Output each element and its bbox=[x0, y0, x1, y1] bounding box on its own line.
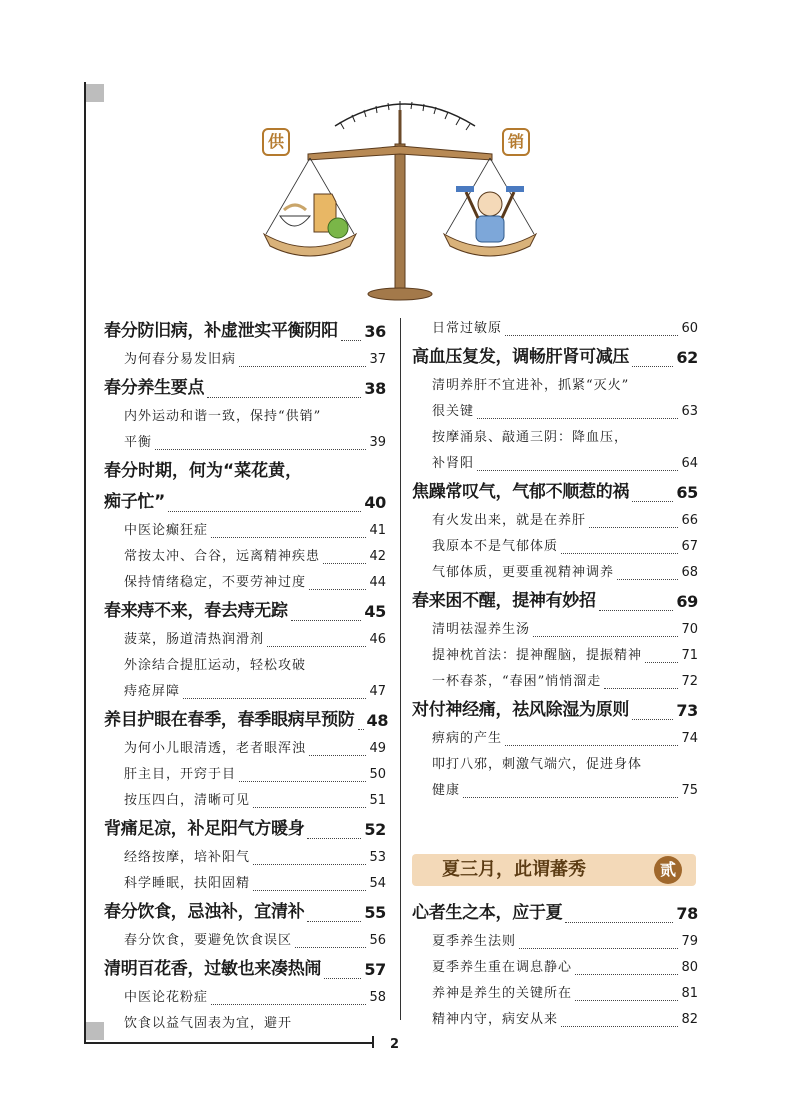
dot-leader bbox=[599, 610, 674, 611]
toc-subentry[interactable] bbox=[412, 534, 698, 560]
toc-subentry[interactable] bbox=[104, 518, 386, 544]
toc-chapter-entry[interactable] bbox=[412, 695, 698, 726]
toc-subentry[interactable] bbox=[412, 669, 698, 695]
toc-subentry[interactable] bbox=[412, 726, 698, 752]
page-number-tick bbox=[372, 1036, 374, 1048]
toc-page-number: 53 bbox=[369, 850, 386, 865]
toc-entry-title: 春分防旧病，补虚泄实平衡阴阳 bbox=[104, 321, 338, 341]
toc-page-number: 45 bbox=[364, 602, 386, 621]
dot-leader bbox=[309, 755, 366, 756]
toc-page-number: 38 bbox=[364, 379, 386, 398]
dot-leader bbox=[267, 646, 366, 647]
toc-entry-title: 外涂结合提肛运动，轻松攻破 bbox=[124, 658, 307, 673]
dot-leader bbox=[575, 974, 678, 975]
toc-entry-title: 清明祛湿养生汤 bbox=[432, 622, 531, 637]
toc-entry-title: 按摩涌泉、敲通三阴：降血压， bbox=[432, 430, 629, 445]
dot-leader bbox=[645, 662, 678, 663]
toc-page-number: 55 bbox=[364, 903, 386, 922]
toc-page-number: 51 bbox=[369, 793, 386, 808]
dot-leader bbox=[323, 563, 366, 564]
toc-page-number: 42 bbox=[369, 549, 386, 564]
toc-entry-title: 背痛足凉，补足阳气方暖身 bbox=[104, 819, 305, 839]
dot-leader bbox=[632, 501, 673, 502]
toc-entry-title: 春分养生要点 bbox=[104, 378, 205, 398]
dot-leader bbox=[324, 978, 361, 979]
toc-subentry[interactable] bbox=[412, 451, 698, 477]
page-frame-left-rule bbox=[84, 82, 86, 1044]
toc-page-number: 46 bbox=[369, 632, 386, 647]
toc-page-number: 62 bbox=[676, 348, 698, 367]
toc-entry-title: 养神是养生的关键所在 bbox=[432, 986, 573, 1001]
dot-leader bbox=[253, 807, 366, 808]
toc-subentry[interactable] bbox=[412, 1007, 698, 1033]
toc-right-column-section-2 bbox=[412, 898, 698, 1033]
toc-page-number: 47 bbox=[369, 684, 386, 699]
toc-page-number: 64 bbox=[681, 456, 698, 471]
toc-subentry[interactable] bbox=[412, 316, 698, 342]
toc-page-number: 66 bbox=[681, 513, 698, 528]
section-title: 夏三月，此谓蕃秀 bbox=[442, 859, 586, 880]
toc-entry-title: 高血压复发，调畅肝肾可减压 bbox=[412, 347, 630, 367]
dot-leader bbox=[477, 418, 678, 419]
toc-subentry-line[interactable] bbox=[104, 653, 386, 679]
toc-chapter-entry[interactable] bbox=[412, 586, 698, 617]
toc-chapter-entry[interactable] bbox=[104, 705, 389, 736]
toc-subentry[interactable] bbox=[412, 643, 698, 669]
toc-right-column bbox=[412, 316, 698, 804]
toc-page-number: 60 bbox=[681, 321, 698, 336]
toc-page-number: 78 bbox=[676, 904, 698, 923]
toc-entry-title: 中医论花粉症 bbox=[124, 990, 209, 1005]
balance-scale-icon bbox=[240, 84, 570, 304]
toc-page-number: 37 bbox=[369, 352, 386, 367]
toc-subentry[interactable] bbox=[104, 788, 386, 814]
toc-subentry[interactable] bbox=[412, 508, 698, 534]
toc-page-number: 41 bbox=[369, 523, 386, 538]
sales-label-badge: 销 bbox=[502, 128, 530, 156]
toc-entry-title: 清明养肝不宜进补，抓紧“灭火” bbox=[432, 378, 630, 393]
dot-leader bbox=[533, 636, 678, 637]
toc-entry-title: 补肾阳 bbox=[432, 456, 475, 471]
dot-leader bbox=[575, 1000, 678, 1001]
toc-subentry[interactable] bbox=[104, 845, 386, 871]
toc-chapter-entry[interactable] bbox=[104, 316, 386, 347]
toc-entry-title: 叩打八邪，刺激气端穴，促进身体 bbox=[432, 757, 643, 772]
toc-entry-title: 春来痔不来，春去痔无踪 bbox=[104, 601, 288, 621]
toc-entry-title: 健康 bbox=[432, 783, 461, 798]
toc-page-number: 81 bbox=[681, 986, 698, 1001]
toc-page-number: 72 bbox=[681, 674, 698, 689]
toc-page-number: 67 bbox=[681, 539, 698, 554]
toc-entry-title: 痹病的产生 bbox=[432, 731, 503, 746]
toc-entry-title: 痴子忙” bbox=[104, 492, 165, 512]
toc-entry-title: 有火发出来，就是在养肝 bbox=[432, 513, 587, 528]
toc-page-number: 57 bbox=[364, 960, 386, 979]
toc-subentry[interactable] bbox=[104, 985, 386, 1011]
toc-page-number: 52 bbox=[364, 820, 386, 839]
dot-leader bbox=[589, 527, 678, 528]
toc-subentry[interactable] bbox=[104, 627, 386, 653]
toc-subentry[interactable] bbox=[412, 981, 698, 1007]
dot-leader bbox=[505, 335, 678, 336]
toc-page-number: 80 bbox=[681, 960, 698, 975]
page-number: 2 bbox=[390, 1037, 400, 1052]
toc-subentry[interactable] bbox=[412, 399, 698, 425]
dot-leader bbox=[239, 781, 366, 782]
toc-subentry[interactable] bbox=[104, 570, 386, 596]
toc-entry-title: 精神内守，病安从来 bbox=[432, 1012, 559, 1027]
toc-entry-title: 夏季养生法则 bbox=[432, 934, 517, 949]
toc-entry-title: 心者生之本，应于夏 bbox=[412, 903, 563, 923]
toc-page-number: 58 bbox=[369, 990, 386, 1005]
dot-leader bbox=[358, 729, 364, 730]
toc-subentry[interactable] bbox=[412, 778, 698, 804]
toc-subentry[interactable] bbox=[104, 347, 386, 373]
toc-entry-title: 痔疮屏障 bbox=[124, 684, 181, 699]
dot-leader bbox=[211, 537, 366, 538]
toc-entry-title: 常按太冲、合谷，远离精神疾患 bbox=[124, 549, 321, 564]
dot-leader bbox=[632, 366, 673, 367]
toc-chapter-entry[interactable] bbox=[104, 596, 386, 627]
toc-page-number: 65 bbox=[676, 483, 698, 502]
corner-square-bottom bbox=[86, 1022, 104, 1040]
dot-leader bbox=[239, 366, 366, 367]
toc-page-number: 39 bbox=[369, 435, 386, 450]
toc-chapter-entry-line[interactable] bbox=[104, 456, 386, 487]
toc-subentry[interactable] bbox=[104, 928, 386, 954]
toc-subentry[interactable] bbox=[104, 430, 386, 456]
dot-leader bbox=[565, 922, 673, 923]
toc-subentry[interactable] bbox=[412, 929, 698, 955]
toc-entry-title: 平衡 bbox=[124, 435, 153, 450]
dot-leader bbox=[561, 1026, 678, 1027]
toc-chapter-entry[interactable] bbox=[412, 477, 698, 508]
dot-leader bbox=[207, 397, 361, 398]
toc-subentry[interactable] bbox=[104, 679, 386, 705]
toc-chapter-entry[interactable] bbox=[104, 954, 386, 985]
toc-page-number: 70 bbox=[681, 622, 698, 637]
toc-entry-title: 很关键 bbox=[432, 404, 475, 419]
toc-subentry[interactable] bbox=[104, 544, 386, 570]
dot-leader bbox=[632, 719, 673, 720]
toc-entry-title: 经络按摩，培补阳气 bbox=[124, 850, 251, 865]
dot-leader bbox=[307, 838, 361, 839]
toc-entry-title: 肝主目，开窍于目 bbox=[124, 767, 237, 782]
dot-leader bbox=[253, 864, 366, 865]
dot-leader bbox=[617, 579, 678, 580]
toc-page-number: 40 bbox=[364, 493, 386, 512]
toc-chapter-entry[interactable] bbox=[104, 814, 386, 845]
toc-entry-title: 饮食以益气固表为宜，避开 bbox=[124, 1016, 293, 1031]
dot-leader bbox=[291, 620, 362, 621]
toc-chapter-entry[interactable] bbox=[412, 342, 698, 373]
toc-left-column bbox=[104, 316, 389, 1037]
toc-page-number: 75 bbox=[681, 783, 698, 798]
toc-entry-title: 夏季养生重在调息静心 bbox=[432, 960, 573, 975]
toc-entry-title: 按压四白，清晰可见 bbox=[124, 793, 251, 808]
toc-page-number: 74 bbox=[681, 731, 698, 746]
toc-entry-title: 养目护眼在春季，春季眼病早预防 bbox=[104, 710, 355, 730]
toc-page-number: 50 bbox=[369, 767, 386, 782]
toc-subentry[interactable] bbox=[412, 560, 698, 586]
dot-leader bbox=[253, 890, 366, 891]
toc-entry-title: 焦躁常叹气，气郁不顺惹的祸 bbox=[412, 482, 630, 502]
column-divider bbox=[400, 318, 401, 1020]
toc-entry-title: 清明百花香，过敏也来凑热闹 bbox=[104, 959, 322, 979]
toc-page-number: 63 bbox=[681, 404, 698, 419]
dot-leader bbox=[183, 698, 366, 699]
toc-entry-title: 提神枕首法：提神醒脑，提振精神 bbox=[432, 648, 643, 663]
toc-entry-title: 为何小儿眼清透，老者眼浑浊 bbox=[124, 741, 307, 756]
toc-entry-title: 春来困不醒，提神有妙招 bbox=[412, 591, 596, 611]
page-frame-bottom-rule bbox=[84, 1042, 374, 1044]
toc-chapter-entry[interactable] bbox=[104, 373, 386, 404]
dot-leader bbox=[309, 589, 366, 590]
toc-page-number: 48 bbox=[366, 711, 389, 730]
dot-leader bbox=[463, 797, 678, 798]
toc-subentry-line[interactable] bbox=[412, 425, 698, 451]
toc-entry-title: 日常过敏原 bbox=[432, 321, 503, 336]
section-number-badge: 贰 bbox=[654, 856, 682, 884]
toc-entry-title: 为何春分易发旧病 bbox=[124, 352, 237, 367]
toc-subentry[interactable] bbox=[104, 871, 386, 897]
dot-leader bbox=[295, 947, 366, 948]
supply-label-badge: 供 bbox=[262, 128, 290, 156]
toc-page-number: 68 bbox=[681, 565, 698, 580]
toc-entry-title: 对付神经痛，祛风除湿为原则 bbox=[412, 700, 630, 720]
toc-entry-title: 气郁体质，更要重视精神调养 bbox=[432, 565, 615, 580]
toc-subentry-line[interactable] bbox=[104, 404, 386, 430]
dot-leader bbox=[477, 470, 678, 471]
toc-entry-title: 科学睡眠，扶阳固精 bbox=[124, 876, 251, 891]
dot-leader bbox=[155, 449, 366, 450]
toc-entry-title: 我原本不是气郁体质 bbox=[432, 539, 559, 554]
toc-page-number: 54 bbox=[369, 876, 386, 891]
toc-chapter-entry[interactable] bbox=[104, 897, 386, 928]
toc-entry-title: 一杯春茶，“春困”悄悄溜走 bbox=[432, 674, 602, 689]
toc-subentry-line[interactable] bbox=[104, 1011, 386, 1037]
toc-entry-title: 内外运动和谐一致，保持“供销” bbox=[124, 409, 322, 424]
toc-page-number: 82 bbox=[681, 1012, 698, 1027]
dot-leader bbox=[307, 921, 361, 922]
toc-entry-title: 春分时期，何为“菜花黄， bbox=[104, 461, 303, 481]
toc-subentry[interactable] bbox=[412, 617, 698, 643]
toc-page-number: 36 bbox=[364, 322, 386, 341]
dot-leader bbox=[561, 553, 678, 554]
dot-leader bbox=[168, 511, 361, 512]
toc-subentry-line[interactable] bbox=[412, 373, 698, 399]
section-banner bbox=[412, 854, 696, 886]
toc-chapter-entry[interactable] bbox=[104, 487, 386, 518]
toc-subentry[interactable] bbox=[412, 955, 698, 981]
dot-leader bbox=[505, 745, 678, 746]
dot-leader bbox=[519, 948, 678, 949]
corner-square-top bbox=[86, 84, 104, 102]
toc-page-number: 49 bbox=[369, 741, 386, 756]
toc-subentry-line[interactable] bbox=[412, 752, 698, 778]
dot-leader bbox=[604, 688, 678, 689]
toc-subentry[interactable] bbox=[104, 762, 386, 788]
toc-page-number: 69 bbox=[676, 592, 698, 611]
balance-scale-illustration bbox=[240, 84, 570, 304]
toc-page-number: 79 bbox=[681, 934, 698, 949]
toc-chapter-entry[interactable] bbox=[412, 898, 698, 929]
toc-entry-title: 菠菜，肠道清热润滑剂 bbox=[124, 632, 265, 647]
toc-page-number: 73 bbox=[676, 701, 698, 720]
toc-subentry[interactable] bbox=[104, 736, 386, 762]
dot-leader bbox=[341, 340, 362, 341]
toc-page-number: 56 bbox=[369, 933, 386, 948]
toc-page-number: 44 bbox=[369, 575, 386, 590]
toc-entry-title: 中医论癫狂症 bbox=[124, 523, 209, 538]
toc-entry-title: 春分饮食，要避免饮食误区 bbox=[124, 933, 293, 948]
dot-leader bbox=[211, 1004, 366, 1005]
toc-entry-title: 保持情绪稳定，不要劳神过度 bbox=[124, 575, 307, 590]
toc-page-number: 71 bbox=[681, 648, 698, 663]
toc-entry-title: 春分饮食，忌浊补，宜清补 bbox=[104, 902, 305, 922]
